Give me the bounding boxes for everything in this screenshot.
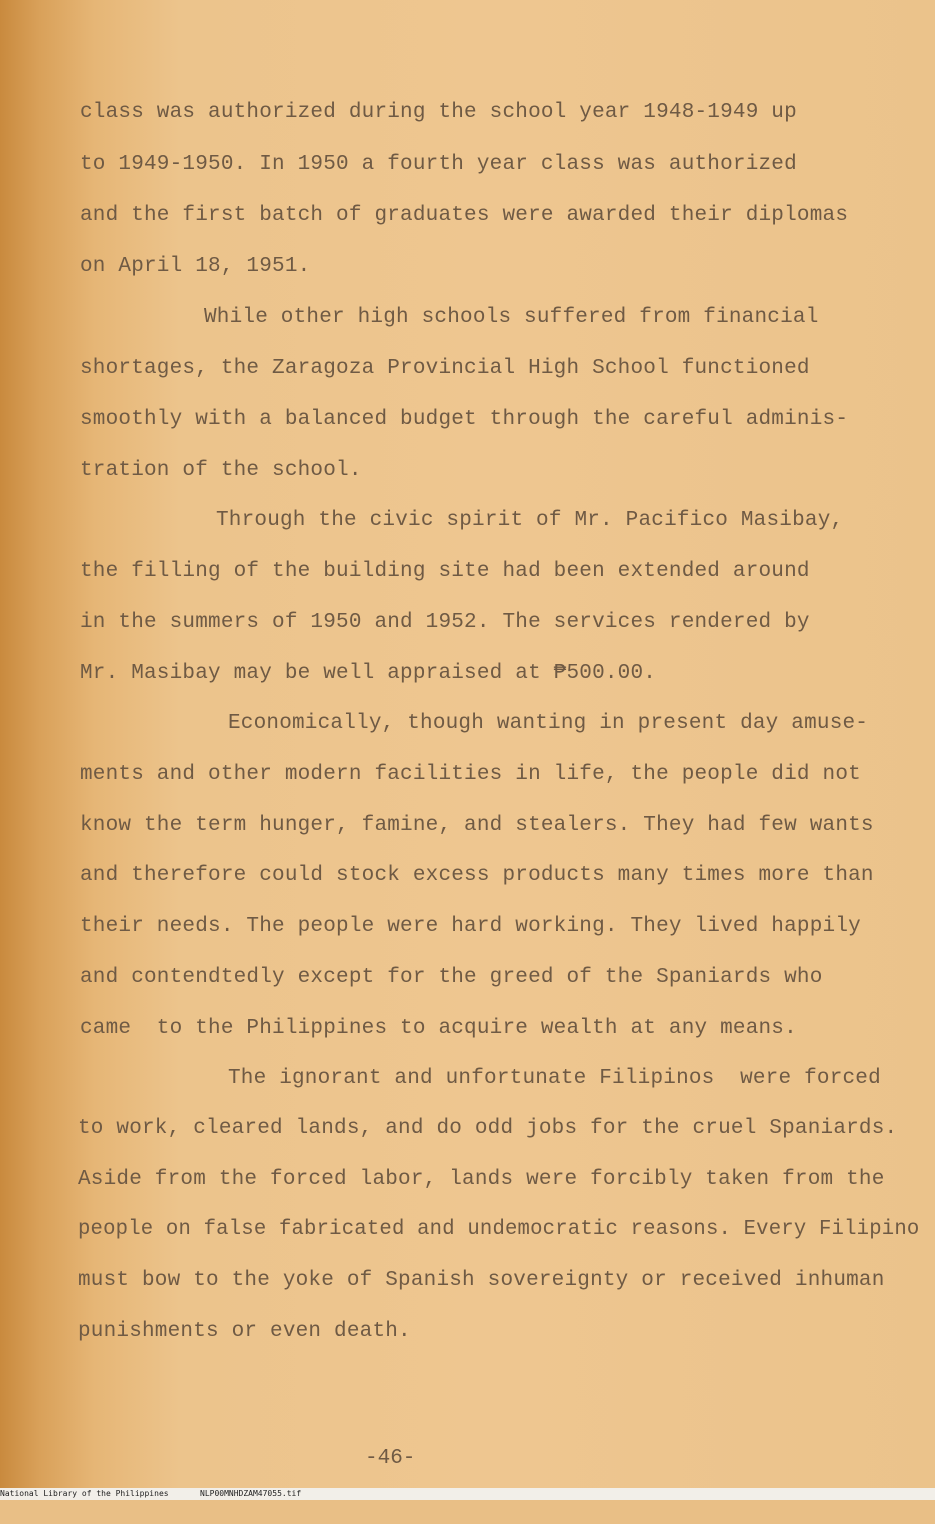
text-line-18: and contendtedly except for the greed of the Spaniards who — [80, 966, 823, 989]
scan-footer — [0, 1488, 935, 1500]
footer-library-name: National Library of the Philippines — [0, 1489, 169, 1498]
footer-filename: NLP00MNHDZAM47055.tif — [200, 1489, 302, 1498]
text-line-25: punishments or even death. — [78, 1320, 411, 1343]
text-line-10: the filling of the building site had been extended around — [80, 560, 810, 583]
text-line-15: know the term hunger, famine, and stealers. They had few wants — [80, 814, 874, 837]
text-line-23: people on false fabricated and undemocratic reasons. Every Filipino — [78, 1218, 920, 1241]
text-line-12: Mr. Masibay may be well appraised at ₱500.00. — [80, 662, 657, 685]
text-line-5: While other high schools suffered from financial — [204, 306, 819, 329]
text-line-3: and the first batch of graduates were awarded their diplomas — [80, 204, 849, 227]
text-line-19: came to the Philippines to acquire wealth at any means. — [80, 1017, 797, 1040]
text-line-17: their needs. The people were hard working. They lived happily — [80, 915, 861, 938]
text-line-21: to work, cleared lands, and do odd jobs for the cruel Spaniards. — [78, 1117, 898, 1140]
text-line-7: smoothly with a balanced budget through the careful adminis- — [80, 408, 849, 431]
text-line-11: in the summers of 1950 and 1952. The services rendered by — [80, 611, 810, 634]
text-line-6: shortages, the Zaragoza Provincial High School functioned — [80, 357, 810, 380]
text-line-20: The ignorant and unfortunate Filipinos were forced — [228, 1067, 881, 1090]
text-line-4: on April 18, 1951. — [80, 255, 311, 278]
text-line-22: Aside from the forced labor, lands were forcibly taken from the — [78, 1168, 885, 1191]
text-line-13: Economically, though wanting in present day amuse- — [228, 712, 869, 735]
text-line-1: class was authorized during the school year 1948-1949 up — [80, 101, 797, 124]
text-line-14: ments and other modern facilities in life, the people did not — [80, 763, 861, 786]
text-line-9: Through the civic spirit of Mr. Pacifico Masibay, — [216, 509, 844, 532]
text-line-24: must bow to the yoke of Spanish sovereignty or received inhuman — [78, 1269, 885, 1292]
text-line-8: tration of the school. — [80, 459, 362, 482]
page-number: -46- — [365, 1447, 416, 1470]
text-line-2: to 1949-1950. In 1950 a fourth year class was authorized — [80, 153, 797, 176]
text-line-16: and therefore could stock excess products many times more than — [80, 864, 874, 887]
